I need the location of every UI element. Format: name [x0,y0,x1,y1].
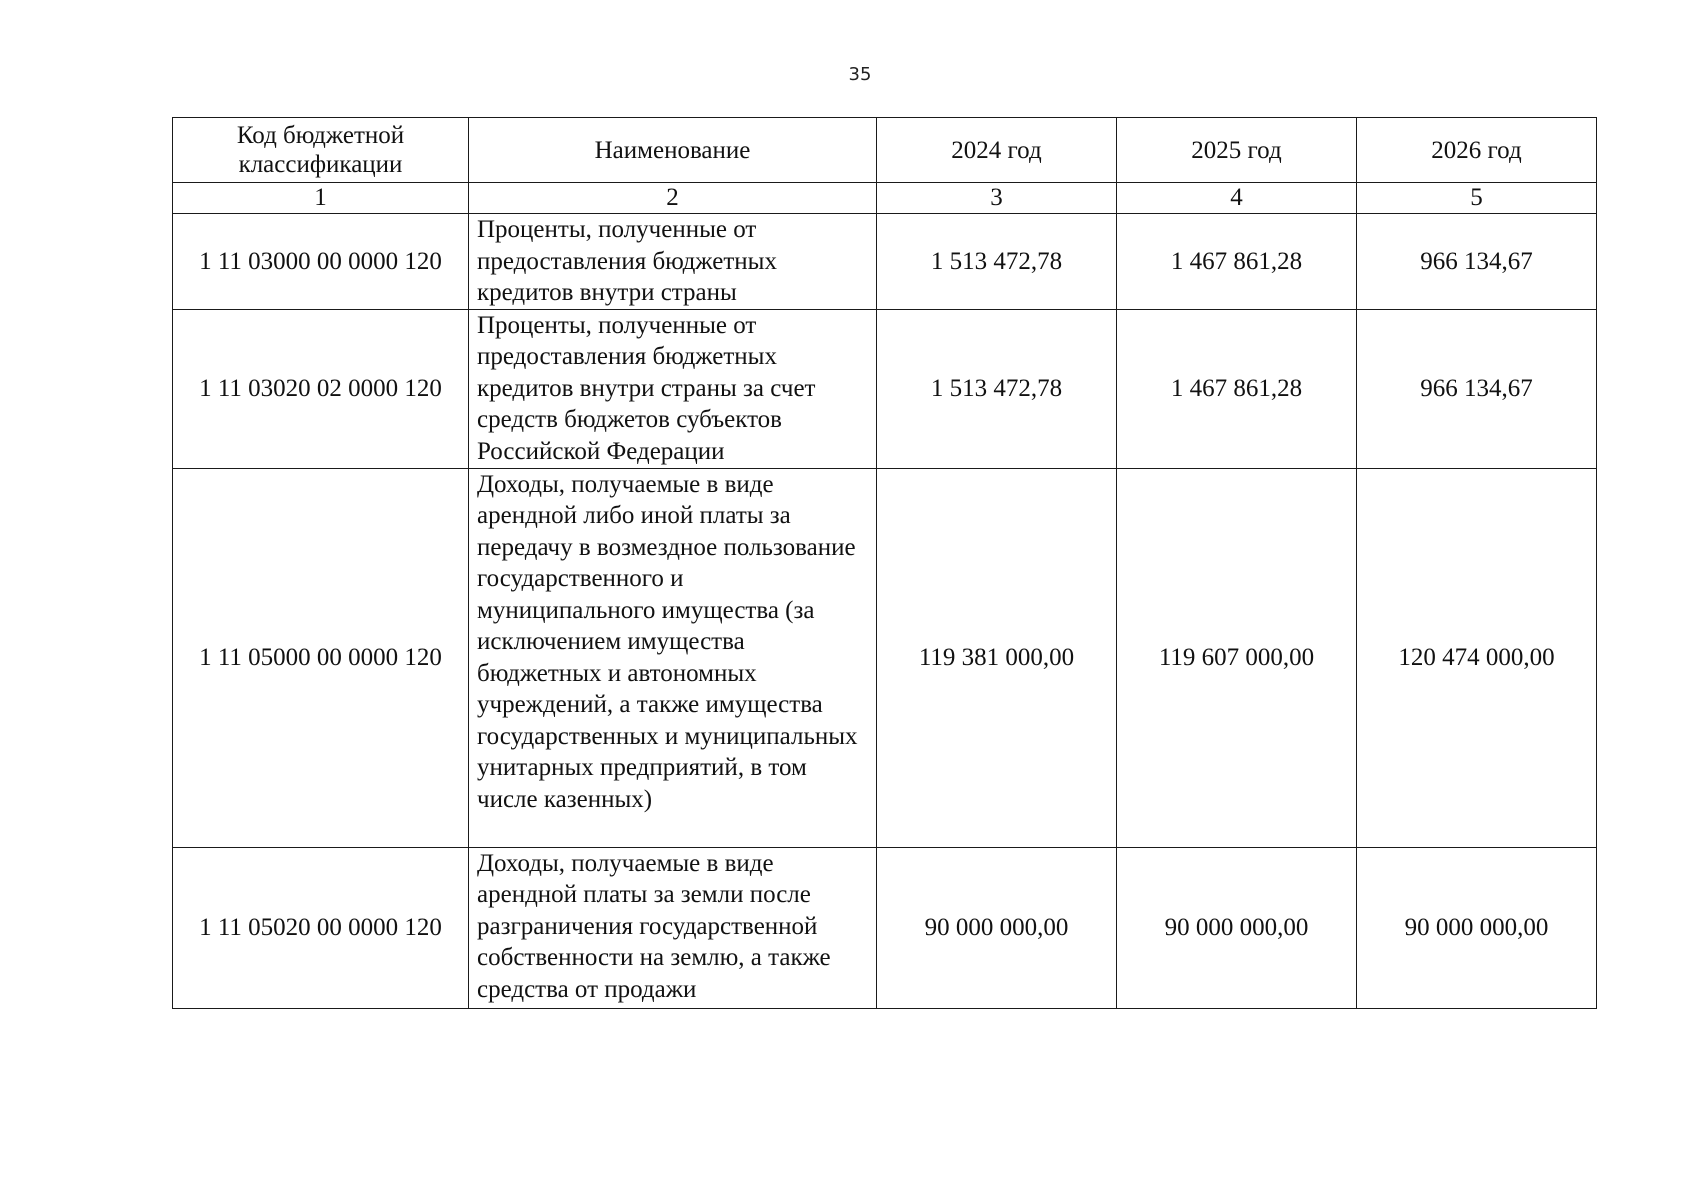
column-number: 2 [469,183,877,214]
amount-2026-cell: 966 134,67 [1357,214,1597,310]
table-row [173,468,1597,847]
column-number: 5 [1357,183,1597,214]
amount-2024-cell: 119 381 000,00 [877,468,1117,847]
name-cell: Доходы, получаемые в виде арендной либо иной платы за передачу в возмездное пользование государственного и муниципального имущества (за исключением имущества бюджетных и автономных учреждений, а также имущества государственных и муниципальных унитарных предприятий, в том числе казенных) [469,468,877,847]
amount-2024-cell: 90 000 000,00 [877,847,1117,1008]
amount-2025-cell: 119 607 000,00 [1117,468,1357,847]
column-number: 1 [173,183,469,214]
header-year-2025: 2025 год [1117,118,1357,183]
amount-2024-cell: 1 513 472,78 [877,214,1117,310]
budget-code-cell: 1 11 03020 02 0000 120 [173,309,469,468]
amount-2026-cell: 120 474 000,00 [1357,468,1597,847]
name-cell: Проценты, полученные от предоставления бюджетных кредитов внутри страны [469,214,877,310]
name-cell: Проценты, полученные от предоставления бюджетных кредитов внутри страны за счет средств бюджетов субъектов Российской Федерации [469,309,877,468]
amount-2026-cell: 966 134,67 [1357,309,1597,468]
header-budget-code: Код бюджетной классификации [173,118,469,183]
header-year-2026: 2026 год [1357,118,1597,183]
table-row [173,309,1597,468]
amount-2025-cell: 1 467 861,28 [1117,309,1357,468]
page-number: 35 [848,64,872,85]
table-row [173,847,1597,1008]
budget-code-cell: 1 11 05020 00 0000 120 [173,847,469,1008]
amount-2024-cell: 1 513 472,78 [877,309,1117,468]
budget-revenue-table [172,117,1597,1009]
amount-2025-cell: 90 000 000,00 [1117,847,1357,1008]
amount-2025-cell: 1 467 861,28 [1117,214,1357,310]
name-cell: Доходы, получаемые в виде арендной платы за земли после разграничения государственной собственности на землю, а также средства от продажи [469,847,877,1008]
column-number-row [173,183,1597,214]
column-number: 4 [1117,183,1357,214]
table-row [173,214,1597,310]
table-header-row [173,118,1597,183]
budget-code-cell: 1 11 05000 00 0000 120 [173,468,469,847]
header-name: Наименование [469,118,877,183]
header-year-2024: 2024 год [877,118,1117,183]
column-number: 3 [877,183,1117,214]
budget-code-cell: 1 11 03000 00 0000 120 [173,214,469,310]
amount-2026-cell: 90 000 000,00 [1357,847,1597,1008]
